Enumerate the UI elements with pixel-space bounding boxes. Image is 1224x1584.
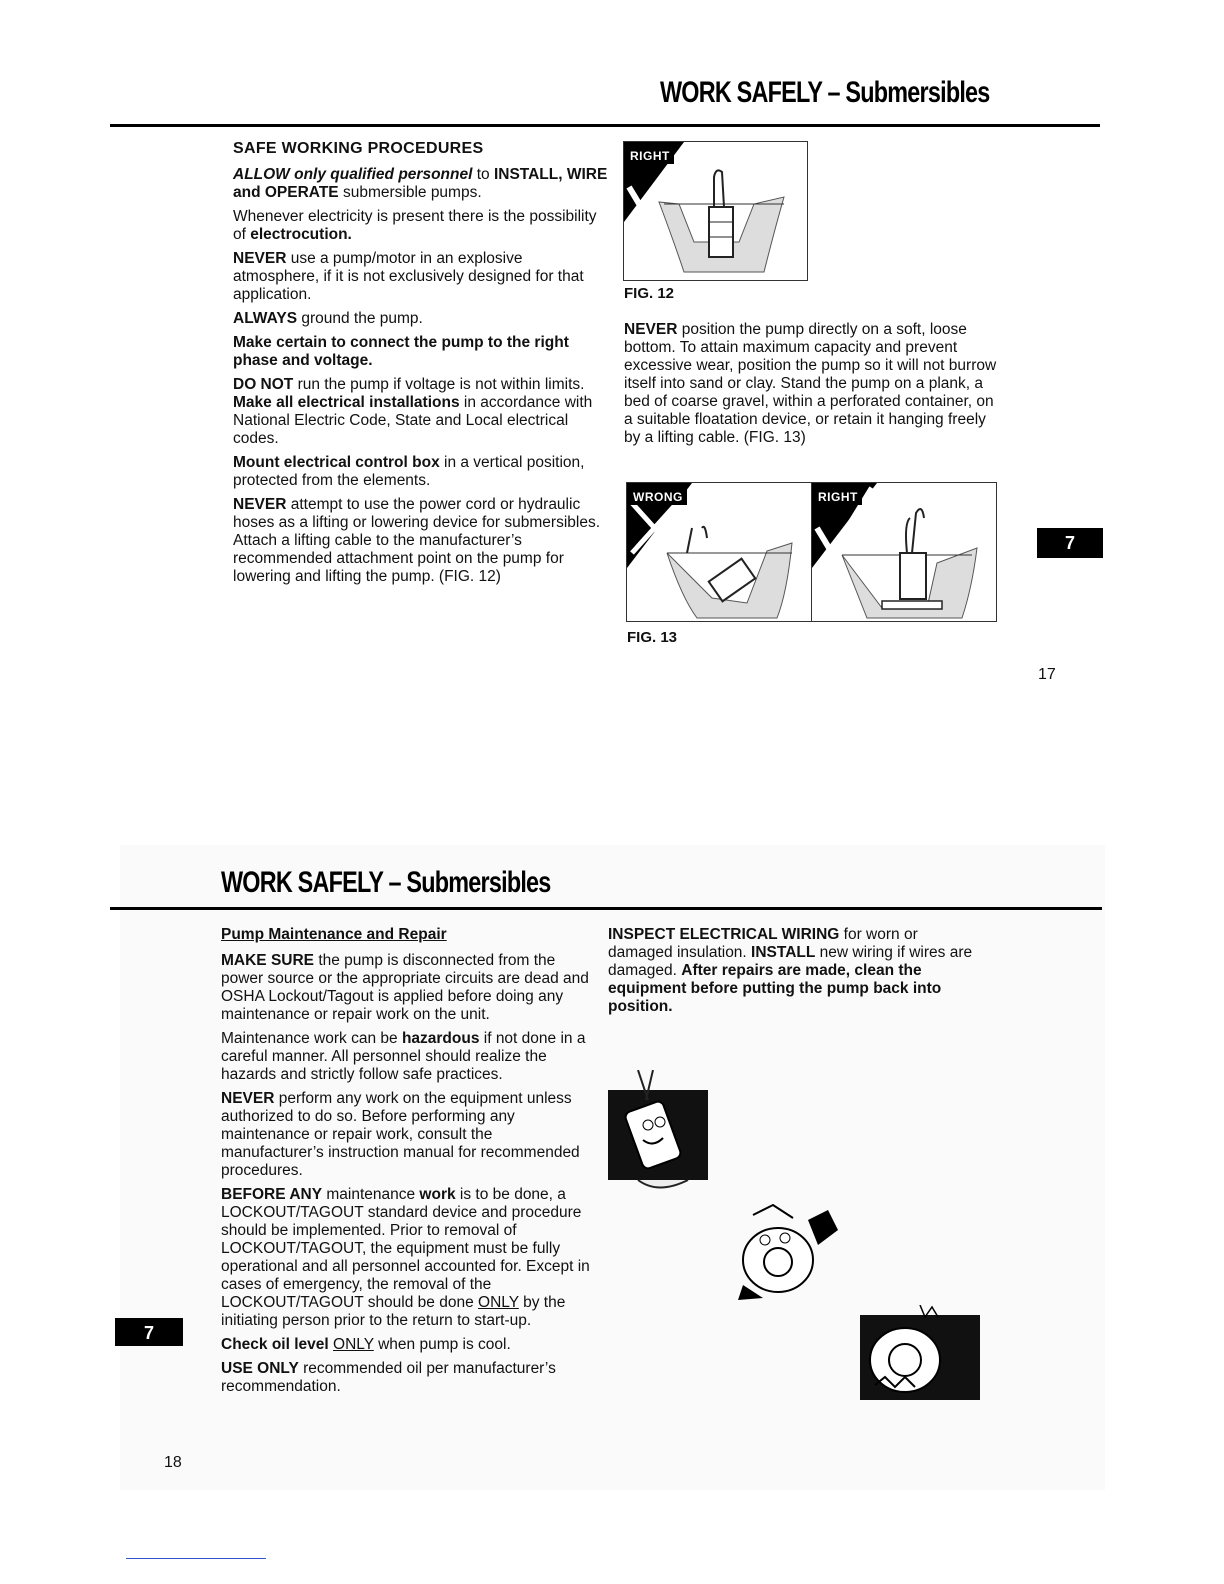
left-column-18 [221, 926, 593, 1402]
section-tab-18: 7 [115, 1318, 183, 1346]
fig13-right-illustration [811, 482, 997, 622]
section-heading: SAFE WORKING PROCEDURES [233, 140, 484, 157]
right-column-17 [624, 321, 999, 453]
page-number-17: 17 [1038, 666, 1056, 683]
paragraph-phase-voltage: Make certain to connect the pump to the right phase and voltage. [233, 334, 569, 369]
pump-cartoon-3-svg [860, 1305, 980, 1405]
paragraph-never-explosive: NEVER use a pump/motor in an explosive atmosphere, if it is not exclusively designed for that application. [233, 250, 584, 303]
fig12-caption: FIG. 12 [624, 285, 675, 302]
paragraph-inspect-wiring: INSPECT ELECTRICAL WIRING for worn or damaged insulation. INSTALL new wiring if wires are damaged. After repairs are made, clean the equipment before putting the pump back into position. [608, 926, 973, 1015]
page-number-18: 18 [164, 1454, 182, 1471]
title-rule-18 [110, 907, 1102, 910]
fig13-caption: FIG. 13 [627, 629, 678, 646]
paragraph-never-position: NEVER position the pump directly on a soft, loose bottom. To attain maximum capacity and prevent excessive wear, position the pump so it will not burrow itself into sand or clay. Stand the pump on a plank, a bed of coarse gravel, within a perforated container, on a suitable floatation device, or retain it hanging freely by a lifting cable. (FIG. 13) [624, 321, 997, 446]
paragraph-electricity: Whenever electricity is present there is the possibility of electrocution. [233, 208, 597, 243]
paragraph-always-ground: ALWAYS ground the pump. [233, 310, 423, 327]
paragraph-use-only: USE ONLY recommended oil per manufacturer’s recommendation. [221, 1360, 556, 1395]
fig13-right-badge: RIGHT [814, 489, 862, 505]
title-rule-17 [110, 124, 1100, 127]
fig12-right-badge: RIGHT [626, 148, 674, 164]
pump-cartoon-2 [733, 1200, 838, 1308]
paragraph-check-oil: Check oil level ONLY when pump is cool. [221, 1336, 511, 1353]
paragraph-never-perform: NEVER perform any work on the equipment unless authorized to do so. Before performing any maintenance or repair work, consult the manufacturer’s instruction manual for recommended procedures. [221, 1090, 580, 1179]
right-column-18 [608, 926, 978, 1022]
subheading-maintenance: Pump Maintenance and Repair [221, 926, 447, 943]
paragraph-never-cord: NEVER attempt to use the power cord or hydraulic hoses as a lifting or lowering device for submersibles. Attach a lifting cable to the manufacturer’s recommended attachment point on the pump for lowering and lifting the pump. (FIG. 12) [233, 496, 601, 585]
fig12-illustration [623, 141, 808, 281]
page-title-17: WORK SAFELY – Submersibles [660, 76, 990, 109]
paragraph-make-sure: MAKE SURE the pump is disconnected from the power source or the appropriate circuits are dead and OSHA Lockout/Tagout is applied before doing any maintenance or repair work on the unit. [221, 952, 589, 1023]
footer-link-line [126, 1558, 266, 1559]
paragraph-do-not-run: DO NOT run the pump if voltage is not within limits. Make all electrical installations in accordance with National Electric Code, State and Local electrical codes. [233, 376, 593, 447]
pump-cartoon-2-svg [733, 1200, 838, 1308]
paragraph-hazardous: Maintenance work can be hazardous if not done in a careful manner. All personnel should realize the hazards and strictly follow safe practices. [221, 1030, 586, 1083]
fig13-wrong-badge: WRONG [629, 489, 687, 505]
section-tab-17: 7 [1037, 528, 1103, 558]
page-title-18: WORK SAFELY – Submersibles [221, 866, 551, 899]
pump-cartoon-1 [608, 1070, 708, 1200]
pump-cartoon-1-svg [608, 1070, 708, 1200]
pump-cartoon-3 [860, 1305, 980, 1405]
left-column-17 [233, 140, 608, 592]
paragraph-before-any: BEFORE ANY maintenance work is to be done, a LOCKOUT/TAGOUT standard device and procedure should be implemented. Prior to removal of LOCKOUT/TAGOUT, the equipment must be fully operational and all personnel accounted for. Except in cases of emergency, the removal of the LOCKOUT/TAGOUT should be done ONLY by the initiating person prior to the return to start-up. [221, 1186, 590, 1329]
fig13-wrong-illustration [626, 482, 812, 622]
paragraph-control-box: Mount electrical control box in a vertical position, protected from the elements. [233, 454, 585, 489]
paragraph-allow: ALLOW only qualified personnel to INSTALL, WIRE and OPERATE submersible pumps. [233, 166, 608, 201]
